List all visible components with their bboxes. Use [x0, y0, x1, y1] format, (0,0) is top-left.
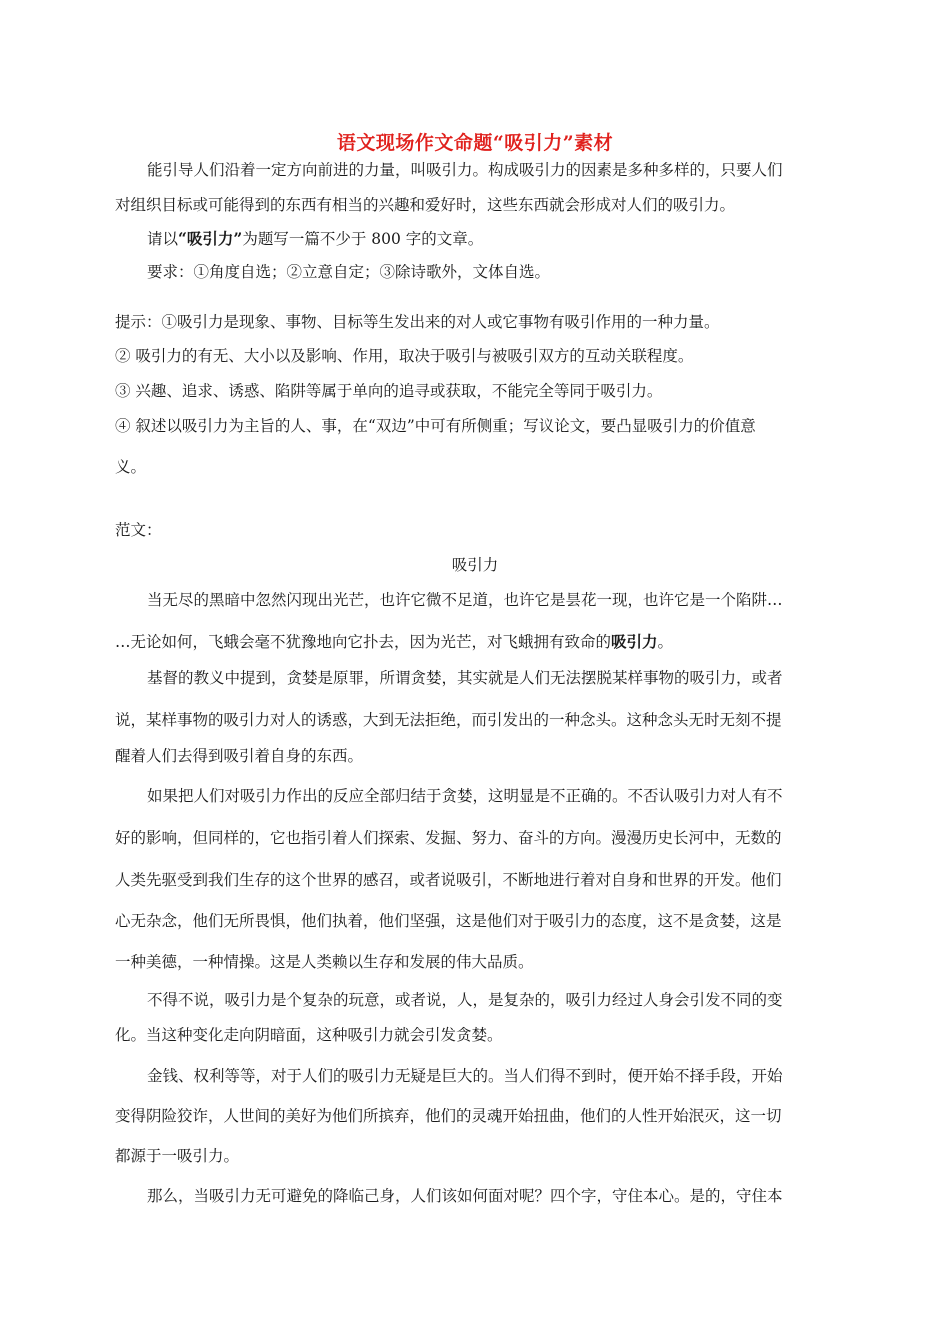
- tip-1: 提示：①吸引力是现象、事物、目标等生发出来的对人或它事物有吸引作用的一种力量。: [115, 313, 720, 331]
- essay-para-1-end: 。: [657, 633, 674, 651]
- essay-para-3-line-2: 好的影响，但同样的，它也指引着人们探索、发掘、努力、奋斗的方向。漫漫历史长河中，无数的: [115, 829, 782, 847]
- intro-prompt-topic: “吸引力”: [178, 229, 243, 248]
- essay-para-5-line-3: 都源于一吸引力。: [115, 1147, 240, 1165]
- essay-para-1-cont: [115, 632, 673, 652]
- intro-prompt-text: 请以: [147, 230, 179, 248]
- essay-para-3-line-4: 心无杂念，他们无所畏惧，他们执着，他们坚强，这是他们对于吸引力的态度，这不是贪婪，这是: [115, 912, 782, 930]
- essay-para-5-line-2: 变得阴险狡诈，人世间的美好为他们所摈弃，他们的灵魂开始扭曲，他们的人性开始泯灭，这一切: [115, 1107, 782, 1125]
- tip-2: ② 吸引力的有无、大小以及影响、作用，取决于吸引与被吸引双方的互动关联程度。: [115, 347, 694, 365]
- essay-para-2: 基督的教义中提到，贪婪是原罪，所谓贪婪，其实就是人们无法摆脱某样事物的吸引力，或者: [147, 669, 783, 687]
- essay-para-3: 如果把人们对吸引力作出的反应全部归结于贪婪，这明显是不正确的。不否认吸引力对人有不: [147, 787, 783, 805]
- essay-para-6: 那么，当吸引力无可避免的降临己身，人们该如何面对呢？四个字，守住本心。是的，守住本: [147, 1187, 783, 1205]
- essay-para-3-line-3: 人类先驱受到我们生存的这个世界的感召，或者说吸引，不断地进行着对自身和世界的开发。他们: [115, 871, 782, 889]
- tip-4: ④ 叙述以吸引力为主旨的人、事，在“双边”中可有所侧重；写议论文，要凸显吸引力的价值意: [115, 417, 756, 435]
- essay-para-1: 当无尽的黑暗中忽然闪现出光芒，也许它微不足道，也许它是昙花一现，也许它是一个陷阱…: [147, 591, 783, 609]
- essay-para-2-line-3: 醒着人们去得到吸引着自身的东西。: [115, 747, 364, 765]
- essay-para-4: 不得不说，吸引力是个复杂的玩意，或者说，人，是复杂的，吸引力经过人身会引发不同的变: [147, 991, 783, 1009]
- essay-para-1-text: …无论如何，飞蛾会毫不犹豫地向它扑去，因为光芒，对飞蛾拥有致命的: [115, 633, 612, 651]
- essay-label: 范文：: [115, 521, 162, 539]
- intro-line-3: [147, 229, 483, 249]
- intro-line-1: 能引导人们沿着一定方向前进的力量，叫吸引力。构成吸引力的因素是多种多样的，只要人们: [147, 161, 783, 179]
- essay-para-2-line-2: 说，某样事物的吸引力对人的诱惑，大到无法拒绝，而引发出的一种念头。这种念头无时无刻不提: [115, 711, 782, 729]
- essay-para-5: 金钱、权利等等，对于人们的吸引力无疑是巨大的。当人们得不到时，便开始不择手段，开始: [147, 1067, 783, 1085]
- essay-heading: 吸引力: [451, 556, 499, 574]
- tip-4-cont: 义。: [115, 458, 147, 476]
- intro-requirements: 要求：①角度自选；②立意自定；③除诗歌外，文体自选。: [147, 263, 551, 281]
- essay-para-3-line-5: 一种美德，一种情操。这是人类赖以生存和发展的伟大品质。: [115, 953, 534, 971]
- tip-3: ③ 兴趣、追求、诱惑、陷阱等属于单向的追寻或获取，不能完全等同于吸引力。: [115, 382, 663, 400]
- intro-prompt-rest: 为题写一篇不少于 800 字的文章。: [242, 230, 484, 248]
- document-title: 语文现场作文命题“吸引力”素材: [336, 132, 614, 154]
- intro-line-2: 对组织目标或可能得到的东西有相当的兴趣和爱好时，这些东西就会形成对人们的吸引力。: [115, 196, 736, 214]
- essay-para-4-line-2: 化。当这种变化走向阴暗面，这种吸引力就会引发贪婪。: [115, 1026, 503, 1044]
- essay-para-1-keyword: 吸引力: [611, 632, 658, 651]
